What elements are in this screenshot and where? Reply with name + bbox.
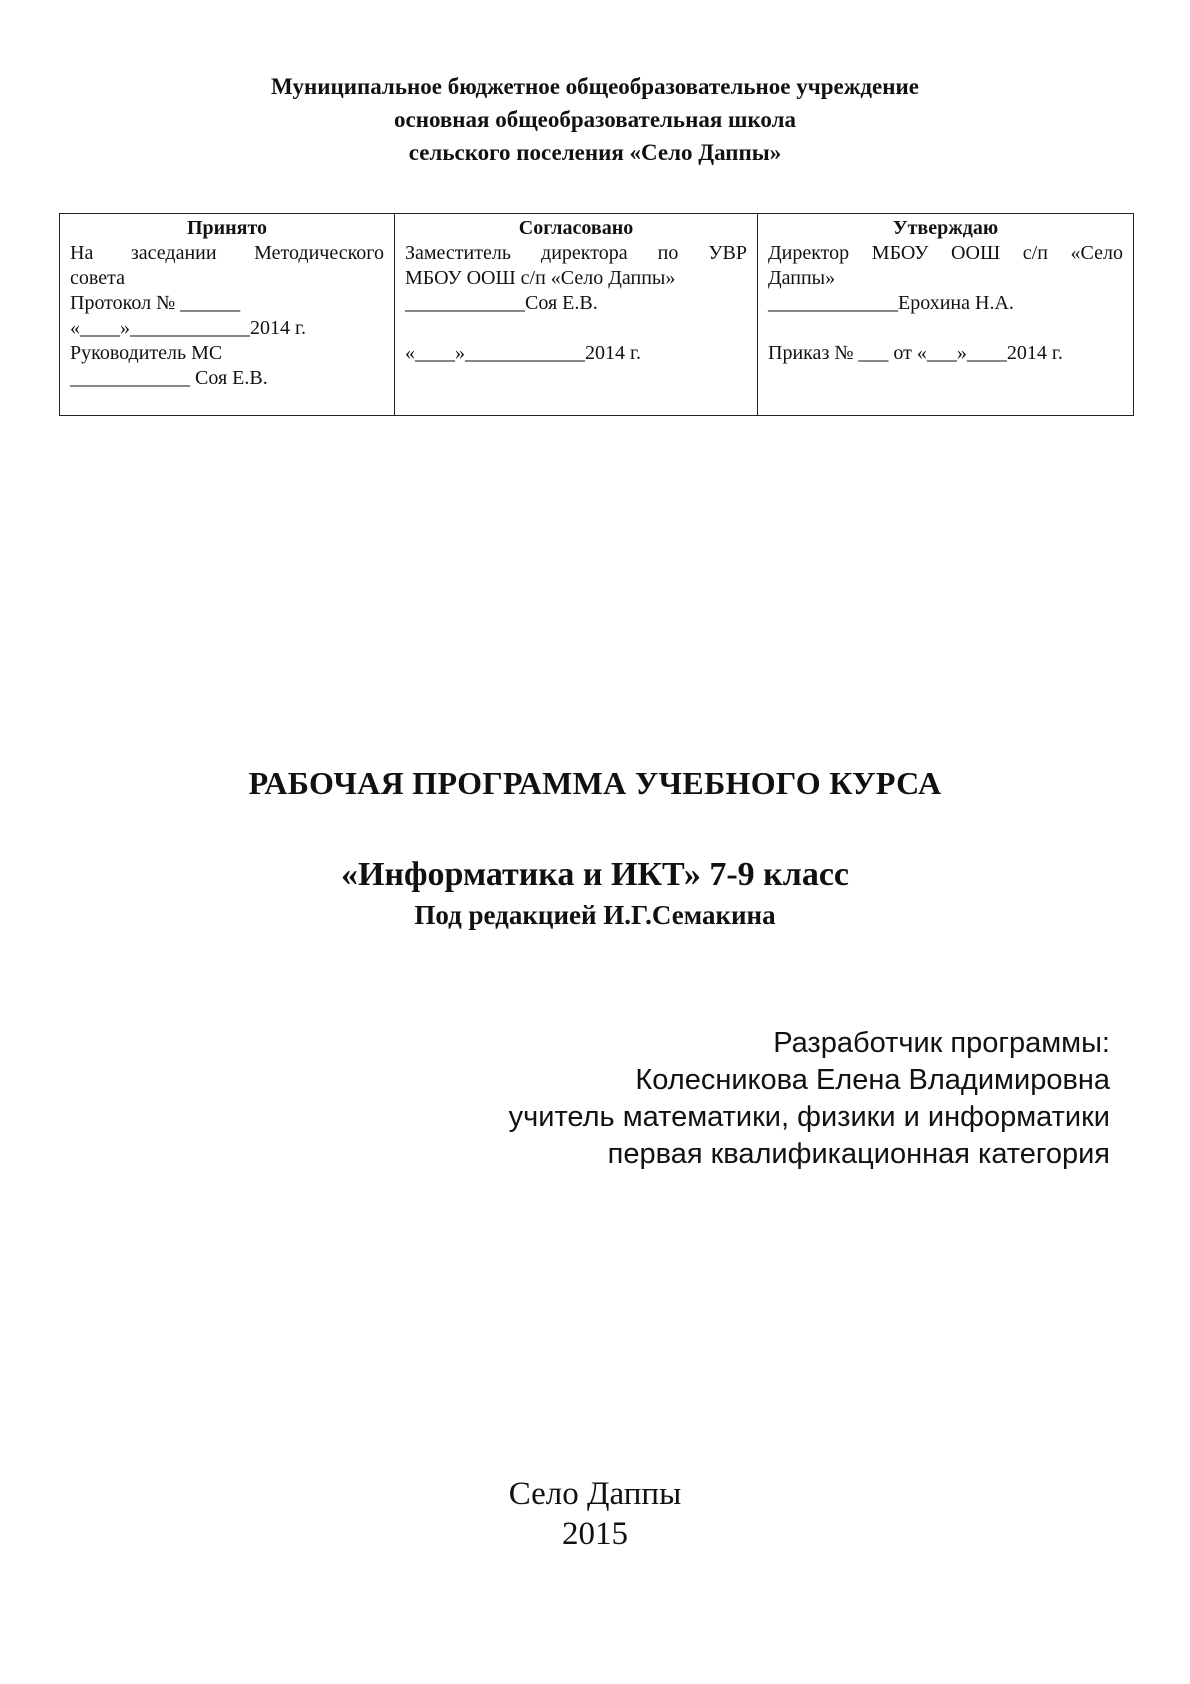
program-title: РАБОЧАЯ ПРОГРАММА УЧЕБНОГО КУРСА [248,765,942,801]
footer-place: Село Даппы [508,1476,682,1512]
accepted-head-label: Руководитель МС [70,342,223,364]
institution-name-line1: Муниципальное бюджетное общеобразовательное учреждение [271,74,919,99]
developer-label: Разработчик программы: [773,1027,1110,1059]
institution-header [0,70,1190,169]
agreed-cell [395,214,758,416]
developer-category: первая квалификационная категория [607,1138,1110,1170]
institution-name-line2: основная общеобразовательная школа [393,107,797,132]
accepted-title: Принято [186,217,268,239]
agreed-line2: МБОУ ООШ с/п «Село Даппы» [405,267,676,289]
accepted-line1: На заседании Методического [70,242,384,264]
agreed-date: «____»____________2014 г. [405,342,641,364]
approved-line2: Даппы» [768,267,836,289]
approved-cell [758,214,1134,416]
accepted-cell [60,214,395,416]
approved-order: Приказ № ___ от «___»____2014 г. [768,342,1063,364]
institution-name-line3: сельского поселения «Село Даппы» [408,140,782,165]
course-title: «Информатика и ИКТ» 7-9 класс [340,856,850,893]
approval-table [59,213,1134,416]
editor-line: Под редакцией И.Г.Семакина [414,900,776,930]
approved-signature: _____________Ерохина Н.А. [768,292,1014,314]
footer [0,1474,1190,1554]
agreed-signature: ____________Соя Е.В. [405,292,598,314]
accepted-signature: ____________ Соя Е.В. [70,367,268,389]
approved-title: Утверждаю [892,217,999,239]
developer-position: учитель математики, физики и информатики [508,1101,1110,1133]
accepted-protocol: Протокол № ______ [70,292,241,314]
agreed-spacer [405,316,747,341]
accepted-date: «____»____________2014 г. [70,317,306,339]
approved-line1: Директор МБОУ ООШ с/п «Село [768,242,1123,264]
developer-block [509,1025,1110,1173]
approved-spacer [768,316,1123,341]
footer-year: 2015 [562,1516,628,1552]
agreed-line1: Заместитель директора по УВР [405,242,747,264]
agreed-title: Согласовано [518,217,634,239]
developer-name: Колесникова Елена Владимировна [635,1064,1110,1096]
accepted-line2: совета [70,267,125,289]
